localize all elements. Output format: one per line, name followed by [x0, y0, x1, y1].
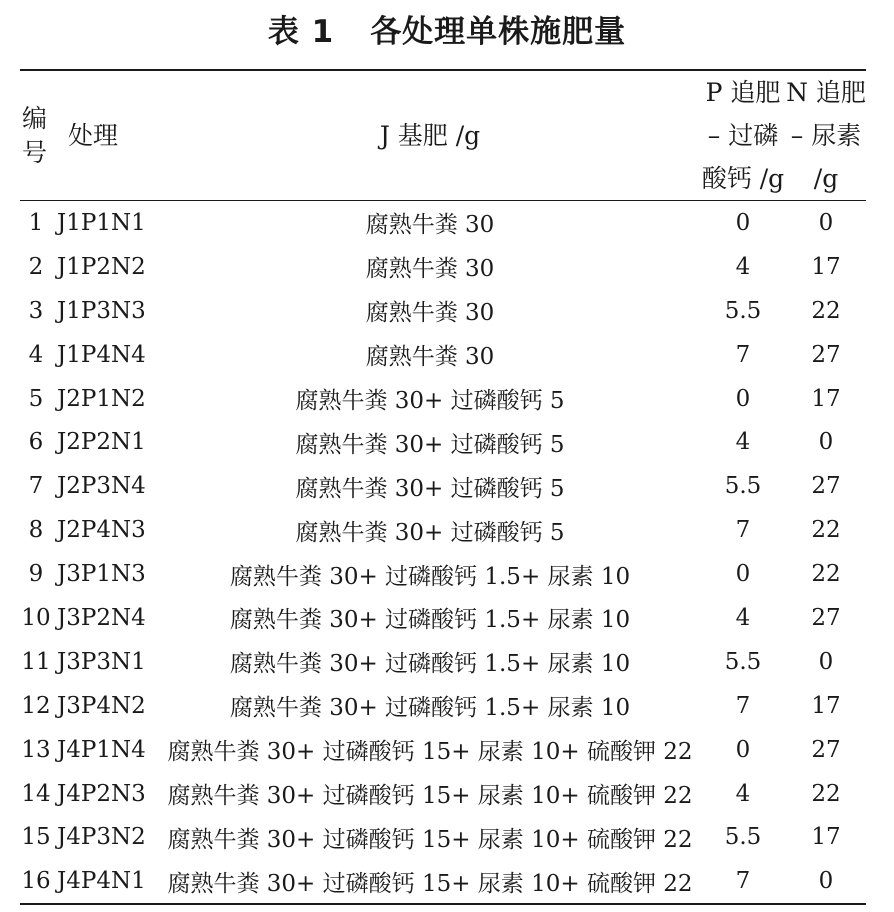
row-number: 7 — [28, 473, 44, 500]
row-base-fertilizer: 腐熟牛粪 30+ 过磷酸钙 5 — [295, 388, 565, 414]
row-base-fertilizer: 腐熟牛粪 30 — [365, 256, 495, 283]
row-number: 13 — [21, 736, 51, 763]
row-number: 10 — [21, 604, 51, 631]
row-base-fertilizer: 腐熟牛粪 30+ 过磷酸钙 5 — [295, 475, 565, 502]
row-number: 15 — [21, 824, 51, 851]
table-row — [20, 201, 866, 245]
table-row — [20, 684, 866, 728]
table-row — [20, 640, 866, 684]
row-treatment: J2P1N2 — [57, 385, 146, 412]
row-base-fertilizer: 腐熟牛粪 30 — [365, 212, 495, 239]
table-row — [20, 508, 866, 552]
row-n-amount: 22 — [811, 297, 841, 324]
table-row — [20, 772, 866, 816]
row-treatment: J1P4N4 — [57, 341, 146, 368]
row-treatment: J3P4N2 — [57, 692, 146, 719]
row-p-amount: 5.5 — [724, 473, 762, 500]
row-p-amount: 0 — [735, 736, 751, 763]
row-n-amount: 27 — [811, 341, 841, 368]
row-n-amount: 17 — [811, 253, 841, 280]
table-row — [20, 552, 866, 596]
row-p-amount: 4 — [735, 253, 751, 280]
row-p-amount: 7 — [735, 868, 751, 895]
row-number: 4 — [28, 341, 44, 368]
row-n-amount: 22 — [811, 517, 841, 544]
row-treatment: J2P4N3 — [57, 517, 146, 544]
row-n-amount: 27 — [811, 736, 841, 763]
header-p-topdressing: P 追肥 – 过磷 酸钙 /g — [701, 78, 785, 193]
row-n-amount: 27 — [811, 604, 841, 631]
row-n-amount: 0 — [818, 868, 834, 895]
row-n-amount: 0 — [818, 209, 834, 236]
row-treatment: J4P2N3 — [57, 780, 146, 807]
row-treatment: J3P3N1 — [57, 648, 146, 675]
table-row — [20, 333, 866, 377]
table-body — [20, 201, 866, 905]
row-n-amount: 0 — [818, 648, 834, 675]
row-n-amount: 17 — [811, 385, 841, 412]
row-number: 5 — [28, 385, 44, 412]
header-base-fertilizer: J 基肥 /g — [379, 120, 481, 150]
header-treatment: 处理 — [68, 120, 119, 150]
row-p-amount: 0 — [735, 561, 751, 588]
table-row — [20, 420, 866, 464]
table-row — [20, 728, 866, 772]
row-n-amount: 17 — [811, 692, 841, 719]
table-row — [20, 815, 866, 859]
row-base-fertilizer: 腐熟牛粪 30+ 过磷酸钙 15+ 尿素 10+ 硫酸钾 22 — [167, 870, 693, 897]
table-row — [20, 245, 866, 289]
row-treatment: J3P1N3 — [57, 561, 146, 588]
table-title — [0, 6, 894, 51]
table-row — [20, 377, 866, 421]
row-base-fertilizer: 腐熟牛粪 30 — [365, 300, 495, 327]
row-treatment: J4P4N1 — [57, 868, 146, 895]
row-number: 2 — [28, 253, 44, 280]
row-number: 14 — [21, 780, 51, 807]
row-p-amount: 4 — [735, 780, 751, 807]
row-treatment: J4P1N4 — [57, 736, 146, 763]
row-base-fertilizer: 腐熟牛粪 30+ 过磷酸钙 1.5+ 尿素 10 — [229, 695, 631, 722]
row-p-amount: 0 — [735, 209, 751, 236]
row-p-amount: 4 — [735, 429, 751, 456]
row-base-fertilizer: 腐熟牛粪 30+ 过磷酸钙 1.5+ 尿素 10 — [229, 651, 631, 678]
row-number: 16 — [21, 868, 51, 895]
row-number: 3 — [28, 297, 44, 324]
row-base-fertilizer: 腐熟牛粪 30+ 过磷酸钙 15+ 尿素 10+ 硫酸钾 22 — [167, 739, 693, 766]
row-treatment: J3P2N4 — [57, 604, 146, 631]
row-base-fertilizer: 腐熟牛粪 30+ 过磷酸钙 15+ 尿素 10+ 硫酸钾 22 — [167, 826, 693, 853]
row-n-amount: 0 — [818, 429, 834, 456]
row-base-fertilizer: 腐熟牛粪 30 — [365, 344, 495, 371]
row-p-amount: 7 — [735, 517, 751, 544]
row-p-amount: 4 — [735, 604, 751, 631]
table-caption: 各处理单株施肥量 — [370, 14, 627, 50]
row-n-amount: 27 — [811, 473, 841, 500]
row-p-amount: 0 — [735, 385, 751, 412]
row-p-amount: 7 — [735, 692, 751, 719]
header-number: 编 号 — [22, 103, 48, 167]
table-row — [20, 464, 866, 508]
table-row — [20, 289, 866, 333]
header-n-topdressing: N 追肥 – 尿素 /g — [786, 78, 866, 193]
row-treatment: J1P1N1 — [57, 209, 146, 236]
row-base-fertilizer: 腐熟牛粪 30+ 过磷酸钙 5 — [295, 519, 565, 546]
row-base-fertilizer: 腐熟牛粪 30+ 过磷酸钙 5 — [295, 431, 565, 458]
row-treatment: J2P3N4 — [57, 473, 146, 500]
row-treatment: J2P2N1 — [57, 429, 146, 456]
row-p-amount: 5.5 — [724, 648, 762, 675]
table-row — [20, 859, 866, 904]
row-p-amount: 7 — [735, 341, 751, 368]
row-base-fertilizer: 腐熟牛粪 30+ 过磷酸钙 1.5+ 尿素 10 — [229, 607, 631, 634]
row-number: 12 — [21, 692, 51, 719]
row-n-amount: 17 — [811, 824, 841, 851]
table-number: 表 1 — [267, 14, 335, 50]
row-number: 9 — [28, 561, 44, 588]
row-number: 8 — [28, 517, 44, 544]
row-base-fertilizer: 腐熟牛粪 30+ 过磷酸钙 15+ 尿素 10+ 硫酸钾 22 — [167, 783, 693, 810]
row-n-amount: 22 — [811, 561, 841, 588]
fertilizer-table — [20, 69, 866, 905]
row-base-fertilizer: 腐熟牛粪 30+ 过磷酸钙 1.5+ 尿素 10 — [229, 563, 631, 590]
row-treatment: J1P2N2 — [57, 253, 146, 280]
row-p-amount: 5.5 — [724, 297, 762, 324]
row-treatment: J1P3N3 — [57, 297, 146, 324]
row-n-amount: 22 — [811, 780, 841, 807]
row-number: 11 — [21, 648, 51, 675]
header-row — [20, 70, 866, 201]
row-p-amount: 5.5 — [724, 824, 762, 851]
row-treatment: J4P3N2 — [57, 824, 146, 851]
row-number: 1 — [28, 209, 44, 236]
row-number: 6 — [28, 429, 44, 456]
table-row — [20, 596, 866, 640]
